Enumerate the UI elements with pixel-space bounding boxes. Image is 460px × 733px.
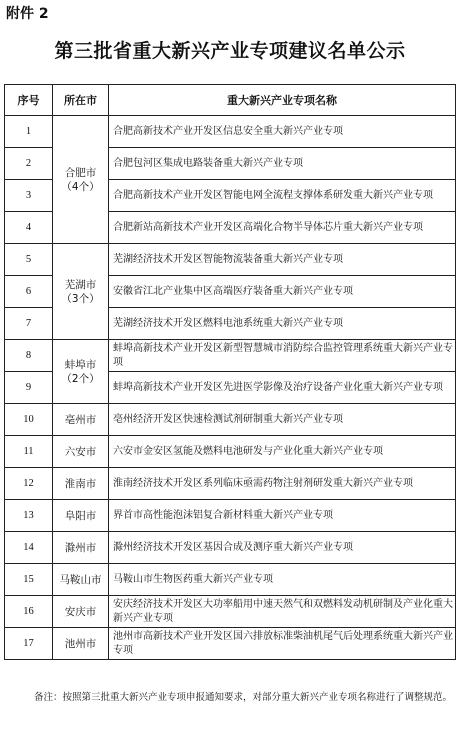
row-number: 3 bbox=[5, 180, 53, 212]
row-number: 9 bbox=[5, 372, 53, 404]
city-cell bbox=[53, 340, 109, 404]
row-number: 2 bbox=[5, 148, 53, 180]
city-name: 亳州市 bbox=[64, 413, 97, 426]
row-number: 5 bbox=[5, 244, 53, 276]
row-number: 16 bbox=[5, 596, 53, 628]
city-cell bbox=[53, 628, 109, 660]
table-row bbox=[5, 404, 456, 436]
city-cell bbox=[53, 404, 109, 436]
city-name: 淮南市 bbox=[64, 477, 97, 490]
project-name: 芜湖经济技术开发区燃料电池系统重大新兴产业专项 bbox=[109, 308, 456, 340]
city-project-count: （2个） bbox=[61, 372, 100, 385]
table-row bbox=[5, 628, 456, 660]
project-name: 合肥新站高新技术产业开发区高端化合物半导体芯片重大新兴产业专项 bbox=[109, 212, 456, 244]
city-cell bbox=[53, 564, 109, 596]
table-row bbox=[5, 468, 456, 500]
row-number: 15 bbox=[5, 564, 53, 596]
city-name: 蚌埠市 bbox=[64, 358, 97, 371]
row-number: 4 bbox=[5, 212, 53, 244]
project-name: 亳州经济开发区快速检测试剂研制重大新兴产业专项 bbox=[109, 404, 456, 436]
table-header-row bbox=[5, 85, 456, 116]
project-name: 六安市金安区氢能及燃料电池研发与产业化重大新兴产业专项 bbox=[109, 436, 456, 468]
project-name: 淮南经济技术开发区系列临床亟需药物注射剂研发重大新兴产业专项 bbox=[109, 468, 456, 500]
project-table bbox=[4, 84, 456, 660]
row-number: 12 bbox=[5, 468, 53, 500]
column-header-city: 所在市 bbox=[53, 85, 109, 116]
table-row bbox=[5, 596, 456, 628]
city-project-count: （3个） bbox=[61, 292, 100, 305]
table-row bbox=[5, 436, 456, 468]
project-name: 滁州经济技术开发区基因合成及测序重大新兴产业专项 bbox=[109, 532, 456, 564]
row-number: 8 bbox=[5, 340, 53, 372]
city-name: 合肥市 bbox=[64, 166, 97, 179]
project-name: 合肥高新技术产业开发区信息安全重大新兴产业专项 bbox=[109, 116, 456, 148]
project-name: 合肥包河区集成电路装备重大新兴产业专项 bbox=[109, 148, 456, 180]
row-number: 14 bbox=[5, 532, 53, 564]
row-number: 6 bbox=[5, 276, 53, 308]
city-name: 滁州市 bbox=[64, 541, 97, 554]
city-project-count: （4个） bbox=[61, 180, 100, 193]
table-row bbox=[5, 116, 456, 148]
row-number: 17 bbox=[5, 628, 53, 660]
city-cell bbox=[53, 244, 109, 340]
project-name: 安徽省江北产业集中区高端医疗装备重大新兴产业专项 bbox=[109, 276, 456, 308]
table-row bbox=[5, 340, 456, 372]
attachment-label: 附件 2 bbox=[6, 6, 49, 22]
row-number: 10 bbox=[5, 404, 53, 436]
city-cell bbox=[53, 500, 109, 532]
city-name: 六安市 bbox=[64, 445, 97, 458]
row-number: 7 bbox=[5, 308, 53, 340]
city-cell bbox=[53, 436, 109, 468]
city-cell bbox=[53, 468, 109, 500]
column-header-project: 重大新兴产业专项名称 bbox=[109, 85, 456, 116]
project-name: 合肥高新技术产业开发区智能电网全流程支撑体系研发重大新兴产业专项 bbox=[109, 180, 456, 212]
project-name: 马鞍山市生物医药重大新兴产业专项 bbox=[109, 564, 456, 596]
city-name: 阜阳市 bbox=[64, 509, 97, 522]
table-row bbox=[5, 564, 456, 596]
table-row bbox=[5, 244, 456, 276]
project-name: 蚌埠高新技术产业开发区先进医学影像及治疗设备产业化重大新兴产业专项 bbox=[109, 372, 456, 404]
row-number: 11 bbox=[5, 436, 53, 468]
city-cell bbox=[53, 116, 109, 244]
city-cell bbox=[53, 532, 109, 564]
city-cell bbox=[53, 596, 109, 628]
project-name: 界首市高性能泡沫铝复合新材料重大新兴产业专项 bbox=[109, 500, 456, 532]
city-name: 池州市 bbox=[64, 637, 97, 650]
table-row bbox=[5, 532, 456, 564]
footnote: 备注：按照第三批重大新兴产业专项申报通知要求，对部分重大新兴产业专项名称进行了调整规范。 bbox=[34, 692, 453, 703]
table-row bbox=[5, 500, 456, 532]
project-name: 芜湖经济技术开发区智能物流装备重大新兴产业专项 bbox=[109, 244, 456, 276]
city-name: 芜湖市 bbox=[64, 278, 97, 291]
row-number: 13 bbox=[5, 500, 53, 532]
project-name: 池州市高新技术产业开发区国六排放标准柴油机尾气后处理系统重大新兴产业专项 bbox=[109, 628, 456, 660]
city-name: 安庆市 bbox=[64, 605, 97, 618]
document-title: 第三批省重大新兴产业专项建议名单公示 bbox=[54, 40, 406, 62]
column-header-index: 序号 bbox=[5, 85, 53, 116]
project-name: 安庆经济技术开发区大功率船用中速天然气和双燃料发动机研制及产业化重大新兴产业专项 bbox=[109, 596, 456, 628]
project-name: 蚌埠高新技术产业开发区新型智慧城市消防综合监控管理系统重大新兴产业专项 bbox=[109, 340, 456, 372]
row-number: 1 bbox=[5, 116, 53, 148]
city-name: 马鞍山市 bbox=[59, 573, 102, 586]
